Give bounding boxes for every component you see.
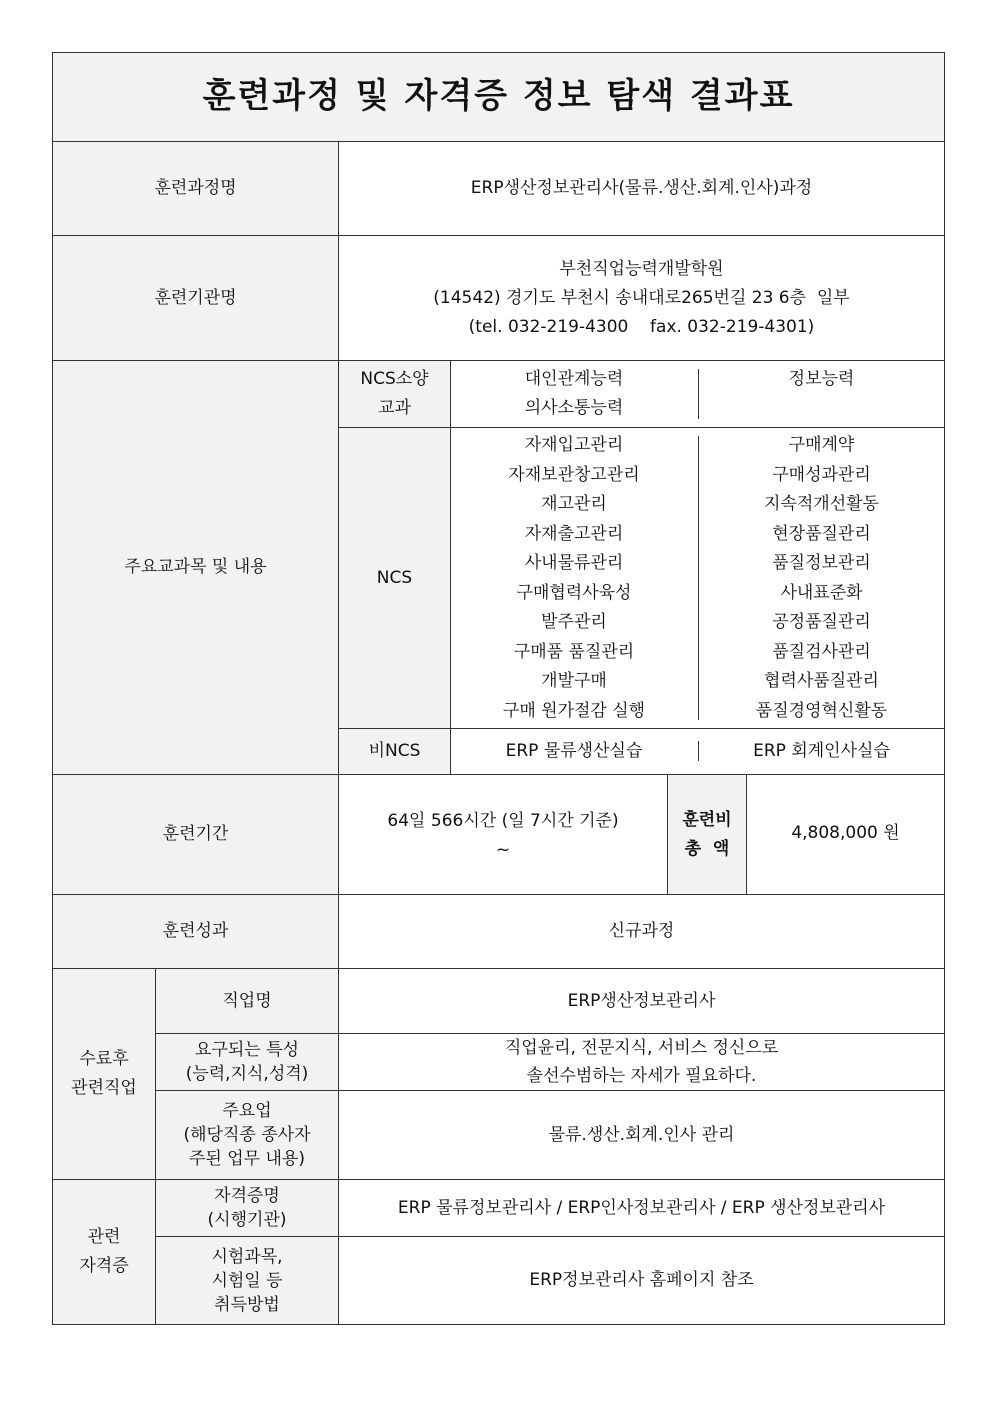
list-item: 대인관계능력 (524, 369, 624, 389)
fee-label: 훈련비 총 액 (668, 775, 746, 894)
period-label: 훈련기간 (53, 775, 338, 894)
info-table (52, 52, 945, 1325)
list-item: 발주관리 (541, 612, 607, 632)
list-item: 지속적개선활동 (764, 494, 879, 514)
job-name-label: 직업명 (156, 969, 338, 1033)
list-item: 구매협력사육성 (516, 582, 632, 603)
ncs-left-list (451, 428, 697, 728)
exam-label: 시험과목, 시험일 등 취득방법 (156, 1237, 338, 1324)
traits-label: 요구되는 특성 (능력,지식,성격) (156, 1034, 338, 1090)
list-item: 자재보관창고관리 (508, 464, 640, 485)
institution-label: 훈련기관명 (53, 236, 338, 360)
institution-address: (14542) 경기도 부천시 송내대로265번길 23 6층 일부 (433, 287, 850, 308)
list-item: 품질정보관리 (772, 553, 871, 573)
list-item: 구매품 품질관리 (513, 641, 635, 662)
course-value: ERP생산정보관리사(물류.생산.회계.인사)과정 (470, 178, 813, 199)
list-item: 사내표준화 (780, 582, 863, 603)
list-item: 자재출고관리 (524, 523, 624, 544)
duties-label: 주요업 (해당직종 종사자 주된 업무 내용) (156, 1091, 338, 1179)
list-item: 구매성과관리 (772, 464, 871, 485)
list-item: 재고관리 (541, 494, 607, 514)
list-item: 협력사품질관리 (764, 671, 879, 691)
list-item: 정보능력 (788, 369, 855, 389)
title-row (53, 53, 944, 141)
duties-value: 물류.생산.회계.인사 관리 (548, 1124, 735, 1145)
list-item: 구매 원가절감 실행 (502, 700, 646, 721)
traits-value: 직업윤리, 전문지식, 서비스 정신으로 솔선수범하는 자세가 필요하다. (504, 1038, 779, 1086)
ncs-label: NCS (339, 428, 450, 728)
outcome-label: 훈련성과 (53, 895, 338, 968)
list-item: 품질경영혁신활동 (755, 700, 888, 721)
job-name-value: ERP생산정보관리사 (567, 990, 716, 1011)
list-item: 현장품질관리 (772, 523, 871, 544)
course-label: 훈련과정명 (53, 142, 338, 235)
cert-label: 자격증명 (시행기관) (156, 1180, 338, 1236)
ncs-right-list (699, 428, 944, 728)
institution-name: 부천직업능력개발학원 (559, 258, 724, 279)
cert-value: ERP 물류정보관리사 / ERP인사정보관리사 / ERP 생산정보관리사 (397, 1197, 886, 1218)
list-item: 의사소통능력 (524, 398, 624, 418)
non-ncs-left: ERP 물류생산실습 (505, 741, 643, 762)
list-item: 개발구매 (541, 671, 607, 691)
list-item: 공정품질관리 (772, 612, 871, 632)
fee-value: 4,808,000 원 (791, 823, 900, 843)
jobs-group-label: 수료후 관련직업 (53, 969, 155, 1179)
list-item: 구매계약 (788, 435, 855, 455)
institution-value (339, 236, 944, 360)
period-value (339, 775, 667, 894)
institution-contact: (tel. 032-219-4300 fax. 032-219-4301) (468, 316, 815, 337)
outcome-value: 신규과정 (608, 921, 675, 942)
certs-group-label: 관련 자격증 (53, 1180, 155, 1324)
exam-value: ERP정보관리사 홈페이지 참조 (529, 1270, 754, 1291)
period-days: 64일 566시간 (일 7시간 기준) (387, 811, 619, 831)
list-item: 사내물류관리 (524, 553, 624, 573)
non-ncs-right: ERP 회계인사실습 (753, 741, 890, 762)
period-range: ~ (495, 840, 511, 860)
ncs-basic-label: NCS소양 교과 (339, 361, 450, 427)
non-ncs-label: 비NCS (339, 729, 450, 774)
ncs-basic-right (699, 361, 944, 427)
list-item: 자재입고관리 (524, 435, 624, 455)
page-title: 훈련과정 및 자격증 정보 탐색 결과표 (202, 76, 795, 117)
list-item: 품질검사관리 (772, 641, 871, 662)
subjects-label: 주요교과목 및 내용 (53, 361, 338, 774)
ncs-basic-left (451, 361, 697, 427)
